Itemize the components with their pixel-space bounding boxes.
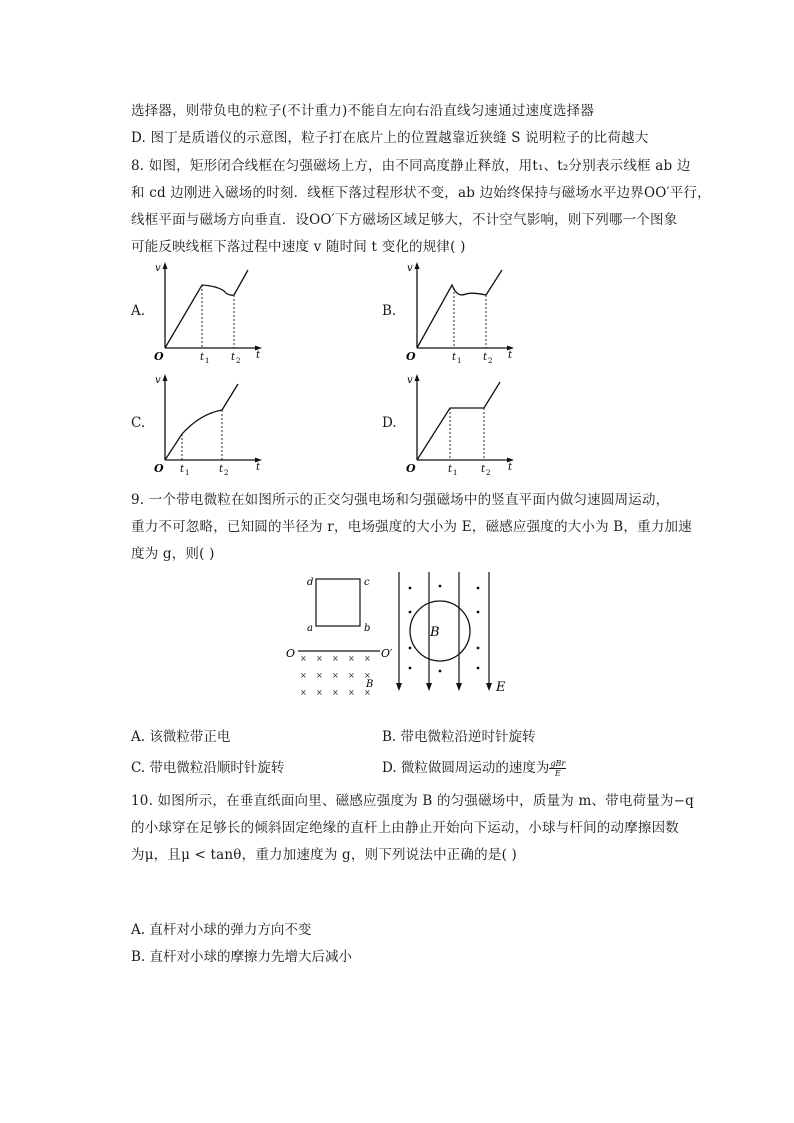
- q8-option-d-label: D.: [382, 415, 397, 431]
- q9-option-b: B. 带电微粒沿逆时针旋转: [382, 729, 536, 745]
- svg-text:t: t: [448, 464, 453, 475]
- svg-text:O: O: [406, 350, 416, 363]
- q10-option-b: B. 直杆对小球的摩擦力先增大后减小: [131, 949, 353, 965]
- svg-text:t: t: [483, 352, 488, 363]
- q8-text-line-2: 和 cd 边刚进入磁场的时刻．线框下落过程形状不变，ab 边始终保持与磁场水平边界OO′平行，: [131, 185, 711, 201]
- svg-text:×: ×: [300, 654, 307, 663]
- svg-text:×: ×: [348, 688, 355, 697]
- q8-text-line-1: 8. 如图，矩形闭合线框在匀强磁场上方，由不同高度静止释放，用t₁、t₂分别表示线框 ab 边: [131, 158, 691, 174]
- q9-option-d: [382, 756, 566, 778]
- q8-graph-b: [402, 258, 522, 364]
- svg-text:v: v: [407, 263, 413, 274]
- q8-graph-c: [150, 370, 270, 476]
- svg-text:×: ×: [364, 654, 371, 663]
- t1-label: t: [200, 352, 205, 363]
- q7-option-d: D. 图丁是质谱仪的示意图，粒子打在底片上的位置越靠近狭缝 S 说明粒子的比荷越大: [131, 130, 649, 146]
- q8-option-c-label: C.: [131, 415, 146, 431]
- svg-text:×: ×: [364, 688, 371, 697]
- svg-text:t: t: [481, 464, 486, 475]
- q8-text-line-4: 可能反映线框下落过程中速度 v 随时间 t 变化的规律( ): [131, 239, 466, 255]
- q9-text-line-3: 度为 g，则( ): [131, 546, 215, 562]
- label-B-circle: B: [430, 625, 440, 640]
- q9-option-a: A. 该微粒带正电: [131, 729, 231, 745]
- svg-text:1: 1: [185, 469, 190, 476]
- svg-text:×: ×: [348, 671, 355, 680]
- q10-option-a: A. 直杆对小球的弹力方向不变: [131, 922, 312, 938]
- svg-text:×: ×: [348, 654, 355, 663]
- q9-text-line-2: 重力不可忽略，已知圆的半径为 r，电场强度的大小为 E，磁感应强度的大小为 B，重力加速: [131, 519, 692, 535]
- axis-v-label: v: [155, 263, 161, 274]
- svg-text:t: t: [452, 352, 457, 363]
- svg-text:t: t: [508, 350, 513, 361]
- svg-text:v: v: [407, 375, 413, 386]
- svg-text:×: ×: [300, 688, 307, 697]
- svg-text:×: ×: [364, 671, 371, 680]
- svg-text:×: ×: [316, 688, 323, 697]
- svg-text:×: ×: [316, 671, 323, 680]
- origin-label: O: [154, 350, 164, 363]
- q7-text-line-1: 选择器，则带负电的粒子(不计重力)不能自左向右沿直线匀速通过速度选择器: [131, 103, 595, 119]
- label-d: d: [307, 577, 314, 588]
- q9-option-c: C. 带电微粒沿顺时针旋转: [131, 760, 285, 776]
- label-b: b: [364, 623, 371, 634]
- q8-option-b-label: B.: [382, 303, 397, 319]
- svg-text:1: 1: [453, 469, 458, 476]
- svg-text:t: t: [256, 462, 261, 473]
- q9-option-d-text: D. 微粒做圆周运动的速度为: [382, 760, 550, 776]
- axis-t-label: t: [256, 350, 261, 361]
- q9-text-line-1: 9. 一个带电微粒在如图所示的正交匀强电场和匀强磁场中的竖直平面内做匀速圆周运动，: [131, 492, 670, 508]
- label-c: c: [364, 577, 370, 588]
- svg-text:2: 2: [486, 469, 491, 476]
- t2-label: t: [231, 352, 236, 363]
- svg-text:1: 1: [205, 357, 210, 364]
- svg-text:O: O: [406, 462, 416, 475]
- velocity-fraction: $\frac{\text{gBr}}{E}$: [550, 759, 566, 778]
- q8-graph-d: [402, 370, 522, 476]
- label-E: E: [496, 680, 506, 695]
- svg-text:×: ×: [332, 688, 339, 697]
- svg-text:v: v: [155, 375, 161, 386]
- svg-text:2: 2: [488, 357, 493, 364]
- label-a: a: [307, 623, 313, 634]
- q10-text-line-3: 为μ，且μ < tanθ，重力加速度为 g，则下列说法中正确的是( ): [131, 847, 517, 863]
- q9-figure-frame-field: [280, 570, 400, 700]
- q8-option-a-label: A.: [131, 303, 146, 319]
- q10-text-line-2: 的小球穿在足够长的倾斜固定绝缘的直杆上由静止开始向下运动，小球与杆间的动摩擦因数: [131, 820, 679, 836]
- svg-text:O: O: [154, 462, 164, 475]
- svg-text:2: 2: [236, 357, 241, 364]
- svg-text:t: t: [180, 464, 185, 475]
- label-B-frame: B: [366, 679, 374, 690]
- svg-text:2: 2: [224, 469, 229, 476]
- label-O: O: [286, 647, 296, 660]
- svg-text:t: t: [219, 464, 224, 475]
- svg-text:1: 1: [457, 357, 462, 364]
- svg-text:×: ×: [300, 671, 307, 680]
- svg-text:×: ×: [316, 654, 323, 663]
- label-O-prime: O′: [381, 647, 393, 660]
- svg-text:×: ×: [332, 654, 339, 663]
- svg-text:t: t: [508, 462, 513, 473]
- q8-graph-a: [150, 258, 270, 364]
- q9-figure-crossed-fields: [392, 568, 516, 698]
- q8-text-line-3: 线框平面与磁场方向垂直．设OO′下方磁场区域足够大，不计空气影响，则下列哪一个图象: [131, 212, 678, 228]
- q10-text-line-1: 10. 如图所示，在垂直纸面向里、磁感应强度为 B 的匀强磁场中，质量为 m、带电荷量为−q: [131, 793, 695, 809]
- svg-text:×: ×: [332, 671, 339, 680]
